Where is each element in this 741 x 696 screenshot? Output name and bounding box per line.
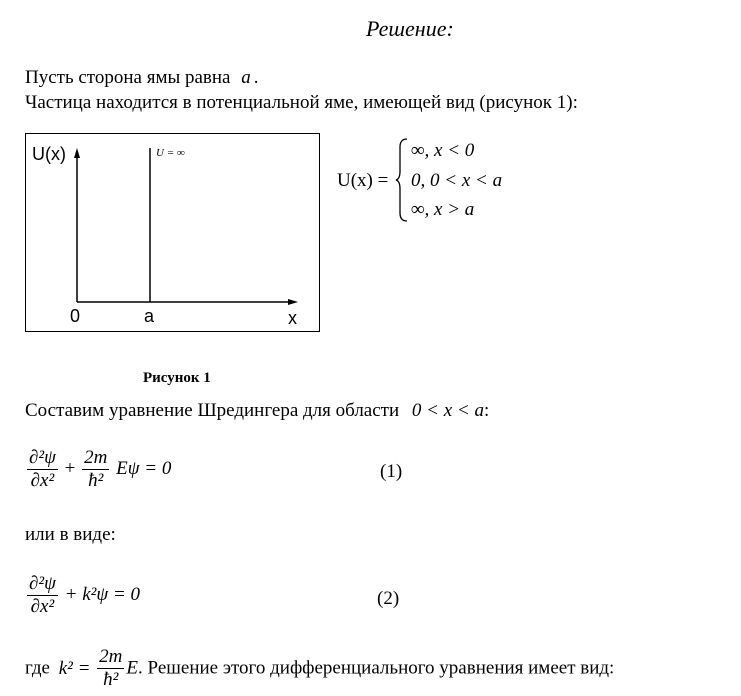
potential-case-3: ∞, x > a <box>411 199 475 220</box>
intro-line-1-suffix: . <box>253 67 259 88</box>
eq2-dx2: ∂x² <box>30 596 55 617</box>
eq2-d2psi: ∂²ψ <box>29 573 56 594</box>
a-label: a <box>144 306 155 326</box>
where-fraction <box>97 646 124 691</box>
where-suffix: . Решение этого дифференциального уравнения имеет вид: <box>138 657 615 679</box>
eq2-fraction-derivative <box>27 573 58 618</box>
intro-line-1 <box>25 67 259 89</box>
where-prefix: где <box>25 657 50 679</box>
intro-line-1-prefix: Пусть сторона ямы равна <box>25 67 231 88</box>
potential-well-plot <box>26 134 319 331</box>
where-line <box>25 646 614 691</box>
where-two-m: 2m <box>99 646 123 667</box>
schrodinger-intro <box>25 400 489 422</box>
potential-case-1: ∞, x < 0 <box>411 140 475 161</box>
schrodinger-region: 0 < x < a <box>411 400 484 421</box>
equation-2 <box>25 573 140 618</box>
eq1-dx2: ∂x² <box>30 470 55 491</box>
where-hbar2: ħ² <box>103 669 119 690</box>
intro-line-1-var: a <box>241 67 251 88</box>
potential-brace <box>395 137 409 223</box>
x-axis-label: x <box>288 308 297 328</box>
figure-caption: Рисунок 1 <box>143 370 211 386</box>
eq1-number: (1) <box>380 461 403 482</box>
potential-case-2: 0, 0 < x < a <box>411 170 503 191</box>
eq2-number: (2) <box>377 588 400 609</box>
eq1-fraction-mass <box>82 447 109 492</box>
where-E: E <box>126 657 138 679</box>
y-axis-arrow <box>74 148 80 158</box>
where-k2: k² = <box>58 657 91 679</box>
schrodinger-suffix: : <box>483 400 490 421</box>
potential-lhs: U(x) = <box>337 170 389 191</box>
wall-label: U = ∞ <box>156 147 185 159</box>
origin-label: 0 <box>70 306 81 326</box>
eq1-fraction-derivative <box>27 447 58 492</box>
eq1-hbar2: ħ² <box>88 470 104 491</box>
eq1-rest: Eψ = 0 <box>116 457 172 479</box>
intro-line-2: Частица находится в потенциальной яме, имеющей вид (рисунок 1): <box>25 92 578 113</box>
eq1-plus: + <box>64 457 76 479</box>
solution-heading: Решение: <box>366 16 454 41</box>
equation-1 <box>25 447 171 492</box>
x-axis-arrow <box>288 299 298 305</box>
eq2-rest: + k²ψ = 0 <box>64 583 140 605</box>
eq1-d2psi: ∂²ψ <box>29 447 56 468</box>
or-form-text: или в виде: <box>25 524 116 545</box>
schrodinger-intro-text: Составим уравнение Шредингера для области <box>25 400 400 421</box>
potential-well-figure <box>25 133 320 332</box>
y-axis-label: U(x) <box>32 144 66 164</box>
eq1-two-m: 2m <box>84 447 108 468</box>
